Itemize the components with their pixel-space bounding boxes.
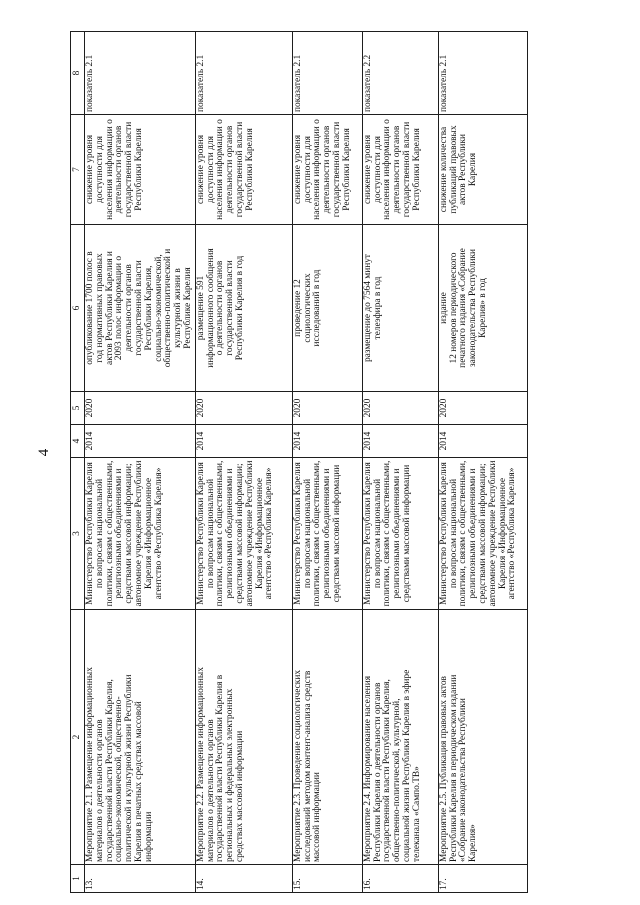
result-cell: опубликование 1700 полос в год нормативных правовых актов Республики Карелия и 2093 полос информации о деятельности органов государственной власти Республики Карелия, социально-экономической, общественно-политической и культурной жизни в Республике Карелия (85, 225, 196, 392)
executor-cell: Министерство Республики Карелия по вопросам национальной политики, связям с общественными, религиозными объединениями и средствами массовой информации (362, 458, 438, 610)
result-cell: размещение до 7564 минут телеэфира в год (362, 225, 438, 392)
table-row (292, 32, 362, 893)
page-number: 4 (36, 448, 52, 457)
end-year-cell: 2020 (85, 392, 196, 425)
row-number-cell: 14. (195, 865, 292, 893)
column-header-3: 3 (71, 458, 85, 610)
row-number-cell: 17. (438, 865, 527, 893)
result-cell: проведение 12 социологических исследований в год (292, 225, 362, 392)
row-number-cell: 16. (362, 865, 438, 893)
row-number-cell: 13. (85, 865, 196, 893)
column-header-4: 4 (71, 425, 85, 458)
start-year-cell: 2014 (195, 425, 292, 458)
consequence-cell: снижение уровня доступности для населения информации о деятельности органов государственной власти Республики Карелия (362, 115, 438, 225)
column-header-1: 1 (71, 865, 85, 893)
executor-cell: Министерство Республики Карелия по вопросам национальной политики, связям с общественными, религиозными объединениями и средствами массовой информации; автономное учреждение Республики Карелия «Информационное агентство «Республика Карелия» (85, 458, 196, 610)
indicator-cell: показатель 2.2 (362, 32, 438, 115)
executor-cell: Министерство Республики Карелия по вопросам национальной политики, связям с общественными, религиозными объединениями и средствами массовой информации (292, 458, 362, 610)
indicator-cell: показатель 2.1 (195, 32, 292, 115)
table-row (195, 32, 292, 893)
column-header-6: 6 (71, 225, 85, 392)
consequence-cell: снижение уровня доступности для населения информации о деятельности органов государственной власти Республики Карелия (292, 115, 362, 225)
row-number-cell: 15. (292, 865, 362, 893)
end-year-cell: 2020 (362, 392, 438, 425)
indicator-cell: показатель 2.1 (438, 32, 527, 115)
result-cell: размещение 591 информационного сообщения о деятельности органов государственной власти Республики Карелия в год (195, 225, 292, 392)
column-header-2: 2 (71, 610, 85, 865)
activity-cell: Мероприятие 2.1. Размещение информационных материалов о деятельности органов государственной власти Республики Карелия, социально-экономической, общественно- политической и культурной жизни Республики Карелия в печатных средствах массовой информации (85, 610, 196, 865)
result-cell: издание 12 номеров периодического печатного издания «Собрание законодательства Республики Карелия» в год (438, 225, 527, 392)
column-header-5: 5 (71, 392, 85, 425)
activity-cell: Мероприятие 2.2. Размещение информационных материалов о деятельности органов государственной власти Республики Карелия в региональных и федеральных электронных средствах массовой информации (195, 610, 292, 865)
end-year-cell: 2020 (438, 392, 527, 425)
table-row (362, 32, 438, 893)
activity-cell: Мероприятие 2.3. Проведение социологических исследований методом контент-анализа средств массовой информации (292, 610, 362, 865)
start-year-cell: 2014 (85, 425, 196, 458)
column-header-8: 8 (71, 32, 85, 115)
consequence-cell: снижение уровня доступности для населения информации о деятельности органов государственной власти Республики Карелия (85, 115, 196, 225)
consequence-cell: снижение уровня доступности для населения информации о деятельности органов государственной власти Республики Карелия (195, 115, 292, 225)
table-row (85, 32, 196, 893)
executor-cell: Министерство Республики Карелия по вопросам национальной политики, связям с общественными, религиозными объединениями и средствами массовой информации; автономное учреждение Республики Карелия «Информационное агентство «Республика Карелия» (438, 458, 527, 610)
indicator-cell: показатель 2.1 (292, 32, 362, 115)
start-year-cell: 2014 (362, 425, 438, 458)
table-row (438, 32, 527, 893)
executor-cell: Министерство Республики Карелия по вопросам национальной политики, связям с общественными, религиозными объединениями и средствами массовой информации; автономное учреждение Республики Карелия «Информационное агентство «Республика Карелия» (195, 458, 292, 610)
activity-cell: Мероприятие 2.4. Информирование населения Республики Карелия о деятельности органов государственной власти Республики Карелия, общественно-политической, культурной, социальной жизни Республики Карелия в эфире телеканала «Сампо.ТВ» (362, 610, 438, 865)
column-number-row (71, 32, 85, 893)
start-year-cell: 2014 (292, 425, 362, 458)
end-year-cell: 2020 (292, 392, 362, 425)
consequence-cell: снижение количества публикаций правовых актов Республики Карелия (438, 115, 527, 225)
activities-table (70, 31, 528, 893)
activity-cell: Мероприятие 2.5. Публикация правовых актов Республики Карелия в периодическом издании «Собрание законодательства Республики Карелия» (438, 610, 527, 865)
column-header-7: 7 (71, 115, 85, 225)
start-year-cell: 2014 (438, 425, 527, 458)
end-year-cell: 2020 (195, 392, 292, 425)
indicator-cell: показатель 2.1 (85, 32, 196, 115)
